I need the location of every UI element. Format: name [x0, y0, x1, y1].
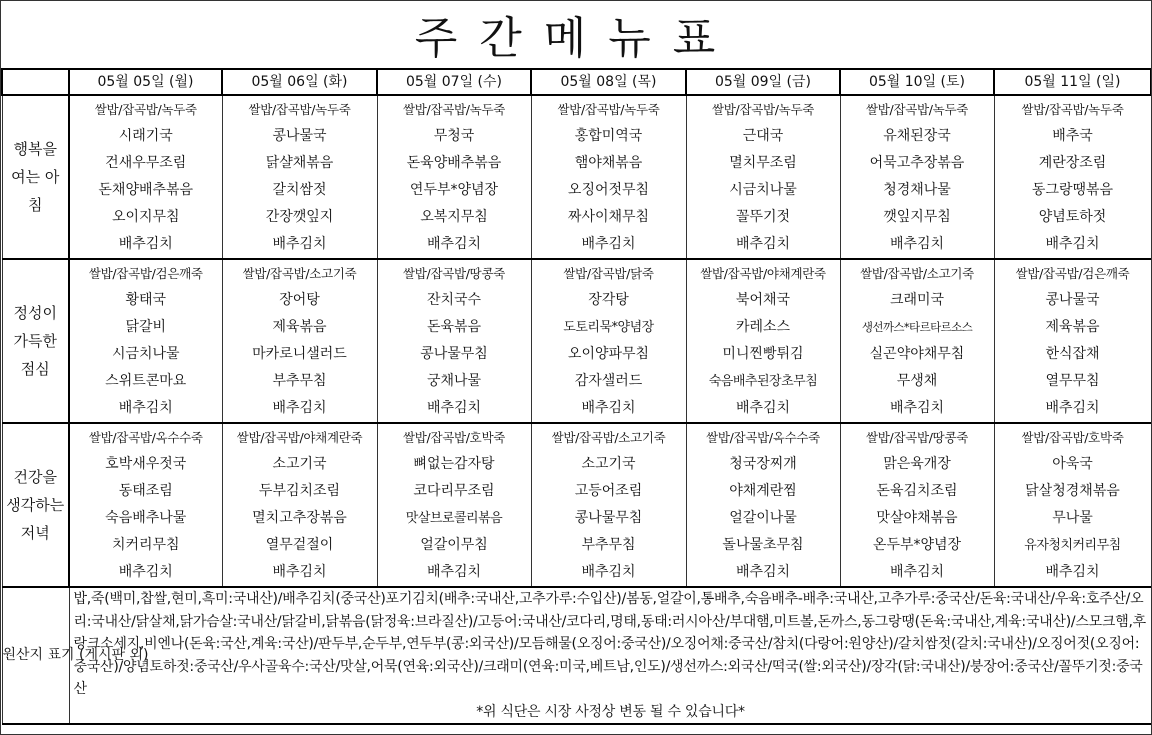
menu-item-cell: 크래미국 — [840, 287, 994, 314]
menu-item-cell: 건새우무조림 — [69, 150, 222, 177]
menu-item-cell: 북어채국 — [686, 287, 840, 314]
menu-item-cell: 배추김치 — [222, 395, 377, 423]
rice-porridge-cell: 쌀밥/잡곡밥/호박죽 — [377, 423, 531, 451]
breakfast-row — [2, 231, 1151, 259]
corner-cell — [2, 69, 69, 95]
menu-item-cell: 맑은육개장 — [840, 451, 994, 478]
menu-item-cell: 숙음배추나물 — [69, 505, 222, 532]
rice-porridge-cell: 쌀밥/잡곡밥/녹두죽 — [222, 95, 377, 123]
menu-item-cell: 동태조림 — [69, 478, 222, 505]
menu-item-cell: 돌나물초무침 — [686, 532, 840, 559]
menu-item-cell: 시금치나물 — [686, 177, 840, 204]
menu-item-cell: 무청국 — [377, 123, 531, 150]
origin-row — [2, 587, 1151, 724]
dinner-row — [2, 451, 1151, 478]
menu-item-cell: 시래기국 — [69, 123, 222, 150]
menu-item-cell: 홍합미역국 — [531, 123, 686, 150]
menu-item-cell: 계란장조림 — [994, 150, 1151, 177]
menu-item-cell: 배추김치 — [840, 395, 994, 423]
menu-item-cell: 미니찐빵튀김 — [686, 341, 840, 368]
day-header: 05월 05일 (월) — [69, 69, 222, 95]
menu-item-cell: 부추무침 — [222, 368, 377, 395]
menu-item-cell: 돈육볶음 — [377, 314, 531, 341]
day-header: 05월 07일 (수) — [377, 69, 531, 95]
menu-item-cell: 배추김치 — [69, 395, 222, 423]
rice-porridge-cell: 쌀밥/잡곡밥/녹두죽 — [994, 95, 1151, 123]
menu-item-cell: 콩나물국 — [994, 287, 1151, 314]
menu-item-cell: 맛살브로콜리볶음 — [377, 505, 531, 532]
menu-body — [2, 95, 1151, 724]
menu-item-cell: 잔치국수 — [377, 287, 531, 314]
menu-item-cell: 꼴뚜기젓 — [686, 204, 840, 231]
lunch-row — [2, 368, 1151, 395]
menu-item-cell: 양념토하젓 — [994, 204, 1151, 231]
menu-item-cell: 배추김치 — [686, 559, 840, 587]
menu-item-cell: 청국장찌개 — [686, 451, 840, 478]
menu-item-cell: 열무무침 — [994, 368, 1151, 395]
rice-porridge-cell: 쌀밥/잡곡밥/야채계란죽 — [222, 423, 377, 451]
rice-porridge-cell: 쌀밥/잡곡밥/소고기죽 — [531, 423, 686, 451]
menu-item-cell: 청경채나물 — [840, 177, 994, 204]
lunch-row — [2, 395, 1151, 423]
menu-item-cell: 짜사이채무침 — [531, 204, 686, 231]
origin-text-cell — [69, 587, 1151, 724]
menu-item-cell: 제육볶음 — [222, 314, 377, 341]
menu-item-cell: 배추김치 — [994, 559, 1151, 587]
menu-item-cell: 배추김치 — [377, 231, 531, 259]
menu-item-cell: 배추김치 — [994, 395, 1151, 423]
breakfast-row — [2, 95, 1151, 123]
origin-text: 밥,죽(백미,찹쌀,현미,흑미:국내산)/배추김치(중국산)포기김치(배추:국내산,고추가루:수입산)/봄동,얼갈이,통배추,숙음배추-배추:국내산,고추가루:중국산/돈육:국내산/우육:호주산/오리:국내산/닭살채,닭가슴살:국내산/닭갈비,닭볶음(닭정육:브라질산)/고등어:국내산/코다리,명태,동태:러시아산/부대햄,미트볼,돈까스,동그랑땡(돈육:국내산,계육:국내산)/스모크햄,후랑크소세지,비엔나(돈육:국산,계육:국산)/판두부,순두부,연두부(콩:외국산)/모듬해물(오징어:중국산)/오징어채:중국산/참치(다랑어:원양산)/갈치쌈젓(갈치:국내산)/오징어젓(오징어:중국산)/양념토하젓:중국산/우사골육수:국산/맛살,어묵(연육:외국산)/크래미(연육:미국,베트남,인도)/생선까스:외국산/떡국(쌀:외국산)/장각(닭:국내산)/붕장어:중국산/꼴뚜기젓:중국산 — [73, 591, 1146, 697]
dinner-row — [2, 559, 1151, 587]
menu-item-cell: 뼈없는감자탕 — [377, 451, 531, 478]
menu-item-cell: 카레소스 — [686, 314, 840, 341]
menu-item-cell: 근대국 — [686, 123, 840, 150]
menu-item-cell: 닭살청경채볶음 — [994, 478, 1151, 505]
rice-porridge-cell: 쌀밥/잡곡밥/녹두죽 — [686, 95, 840, 123]
rice-porridge-cell: 쌀밥/잡곡밥/옥수수죽 — [686, 423, 840, 451]
breakfast-row — [2, 177, 1151, 204]
menu-item-cell: 치커리무침 — [69, 532, 222, 559]
menu-item-cell: 소고기국 — [222, 451, 377, 478]
header-row — [2, 69, 1151, 95]
menu-item-cell: 열무겉절이 — [222, 532, 377, 559]
menu-item-cell: 햄야채볶음 — [531, 150, 686, 177]
menu-item-cell: 갈치쌈젓 — [222, 177, 377, 204]
rice-porridge-cell: 쌀밥/잡곡밥/옥수수죽 — [69, 423, 222, 451]
menu-item-cell: 장각탕 — [531, 287, 686, 314]
menu-item-cell: 배추김치 — [222, 559, 377, 587]
menu-item-cell: 무나물 — [994, 505, 1151, 532]
menu-item-cell: 배추김치 — [686, 395, 840, 423]
menu-table — [1, 68, 1152, 725]
menu-item-cell: 배추김치 — [840, 559, 994, 587]
breakfast-row — [2, 150, 1151, 177]
dinner-row — [2, 505, 1151, 532]
menu-item-cell: 궁채나물 — [377, 368, 531, 395]
day-header: 05월 10일 (토) — [840, 69, 994, 95]
menu-item-cell: 배추김치 — [69, 231, 222, 259]
breakfast-label: 행복을 여는 아침 — [2, 95, 69, 259]
dinner-label: 건강을 생각하는 저녁 — [2, 423, 69, 587]
dinner-row — [2, 478, 1151, 505]
page-title: 주간메뉴표 — [414, 13, 738, 64]
menu-item-cell: 장어탕 — [222, 287, 377, 314]
menu-item-cell: 유채된장국 — [840, 123, 994, 150]
rice-porridge-cell: 쌀밥/잡곡밥/소고기죽 — [222, 259, 377, 287]
menu-item-cell: 동그랑땡볶음 — [994, 177, 1151, 204]
menu-item-cell: 부추무침 — [531, 532, 686, 559]
menu-item-cell: 콩나물무침 — [377, 341, 531, 368]
origin-label: 원산지 표기 (게시판 외) — [2, 587, 69, 724]
menu-item-cell: 아욱국 — [994, 451, 1151, 478]
rice-porridge-cell: 쌀밥/잡곡밥/검은깨죽 — [69, 259, 222, 287]
menu-item-cell: 코다리무조림 — [377, 478, 531, 505]
dinner-row — [2, 423, 1151, 451]
menu-item-cell: 배추김치 — [69, 559, 222, 587]
menu-item-cell: 콩나물무침 — [531, 505, 686, 532]
menu-item-cell: 숙음배추된장초무침 — [686, 368, 840, 395]
menu-item-cell: 고등어조림 — [531, 478, 686, 505]
menu-item-cell: 스위트콘마요 — [69, 368, 222, 395]
rice-porridge-cell: 쌀밥/잡곡밥/검은깨죽 — [994, 259, 1151, 287]
rice-porridge-cell: 쌀밥/잡곡밥/소고기죽 — [840, 259, 994, 287]
menu-item-cell: 오복지무침 — [377, 204, 531, 231]
menu-item-cell: 마카로니샐러드 — [222, 341, 377, 368]
menu-item-cell: 멸치고추장볶음 — [222, 505, 377, 532]
menu-item-cell: 맛살야채볶음 — [840, 505, 994, 532]
menu-item-cell: 배추김치 — [222, 231, 377, 259]
menu-item-cell: 무생채 — [840, 368, 994, 395]
rice-porridge-cell: 쌀밥/잡곡밥/녹두죽 — [69, 95, 222, 123]
menu-item-cell: 제육볶음 — [994, 314, 1151, 341]
menu-item-cell: 연두부*양념장 — [377, 177, 531, 204]
day-header: 05월 06일 (화) — [222, 69, 377, 95]
rice-porridge-cell: 쌀밥/잡곡밥/녹두죽 — [840, 95, 994, 123]
menu-item-cell: 돈채양배추볶음 — [69, 177, 222, 204]
menu-item-cell: 두부김치조림 — [222, 478, 377, 505]
menu-item-cell: 오이양파무침 — [531, 341, 686, 368]
rice-porridge-cell: 쌀밥/잡곡밥/녹두죽 — [377, 95, 531, 123]
menu-item-cell: 온두부*양념장 — [840, 532, 994, 559]
menu-item-cell: 오이지무침 — [69, 204, 222, 231]
menu-item-cell: 배추김치 — [531, 559, 686, 587]
menu-item-cell: 얼갈이무침 — [377, 532, 531, 559]
menu-item-cell: 유자청치커리무침 — [994, 532, 1151, 559]
menu-item-cell: 깻잎지무침 — [840, 204, 994, 231]
menu-item-cell: 오징어젓무침 — [531, 177, 686, 204]
lunch-label: 정성이 가득한 점심 — [2, 259, 69, 423]
rice-porridge-cell: 쌀밥/잡곡밥/땅콩죽 — [840, 423, 994, 451]
menu-item-cell: 배추김치 — [686, 231, 840, 259]
rice-porridge-cell: 쌀밥/잡곡밥/야채계란죽 — [686, 259, 840, 287]
menu-item-cell: 도토리묵*양념장 — [531, 314, 686, 341]
menu-item-cell: 배추김치 — [377, 559, 531, 587]
lunch-row — [2, 287, 1151, 314]
menu-item-cell: 멸치무조림 — [686, 150, 840, 177]
rice-porridge-cell: 쌀밥/잡곡밥/호박죽 — [994, 423, 1151, 451]
menu-item-cell: 소고기국 — [531, 451, 686, 478]
menu-item-cell: 한식잡채 — [994, 341, 1151, 368]
rice-porridge-cell: 쌀밥/잡곡밥/땅콩죽 — [377, 259, 531, 287]
menu-item-cell: 얼갈이나물 — [686, 505, 840, 532]
menu-item-cell: 실곤약야채무침 — [840, 341, 994, 368]
menu-item-cell: 야채계란찜 — [686, 478, 840, 505]
menu-item-cell: 돈육양배추볶음 — [377, 150, 531, 177]
menu-item-cell: 콩나물국 — [222, 123, 377, 150]
menu-item-cell: 배추국 — [994, 123, 1151, 150]
menu-item-cell: 닭샬채볶음 — [222, 150, 377, 177]
lunch-row — [2, 259, 1151, 287]
day-header: 05월 09일 (금) — [686, 69, 840, 95]
menu-item-cell: 시금치나물 — [69, 341, 222, 368]
breakfast-row — [2, 204, 1151, 231]
menu-item-cell: 배추김치 — [377, 395, 531, 423]
menu-item-cell: 간장깻잎지 — [222, 204, 377, 231]
menu-change-notice: *위 식단은 시장 사정상 변동 될 수 있습니다* — [476, 703, 745, 720]
breakfast-row — [2, 123, 1151, 150]
lunch-row — [2, 341, 1151, 368]
menu-item-cell: 어묵고추장볶음 — [840, 150, 994, 177]
menu-item-cell: 감자샐러드 — [531, 368, 686, 395]
menu-item-cell: 배추김치 — [531, 395, 686, 423]
rice-porridge-cell: 쌀밥/잡곡밥/녹두죽 — [531, 95, 686, 123]
dinner-row — [2, 532, 1151, 559]
menu-item-cell: 배추김치 — [840, 231, 994, 259]
menu-item-cell: 배추김치 — [531, 231, 686, 259]
menu-item-cell: 황태국 — [69, 287, 222, 314]
menu-item-cell: 배추김치 — [994, 231, 1151, 259]
menu-item-cell: 돈육김치조림 — [840, 478, 994, 505]
lunch-row — [2, 314, 1151, 341]
day-header: 05월 08일 (목) — [531, 69, 686, 95]
day-header: 05월 11일 (일) — [994, 69, 1151, 95]
menu-item-cell: 생선까스*타르타르소스 — [840, 314, 994, 341]
menu-item-cell: 닭갈비 — [69, 314, 222, 341]
rice-porridge-cell: 쌀밥/잡곡밥/닭죽 — [531, 259, 686, 287]
menu-item-cell: 호박새우젓국 — [69, 451, 222, 478]
